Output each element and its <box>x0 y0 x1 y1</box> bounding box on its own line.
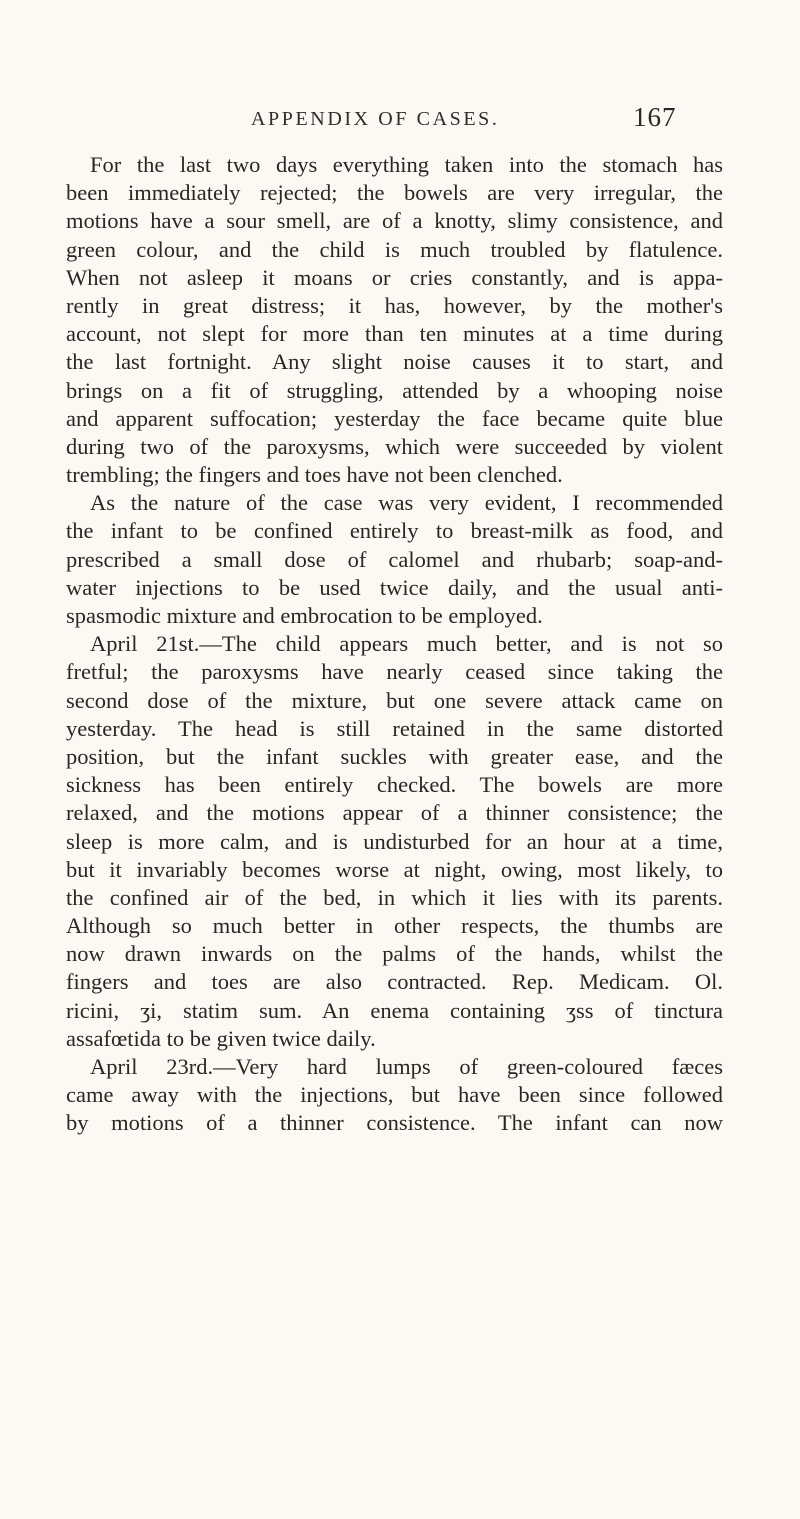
text-line: relaxed, and the motions appear of a thinner consistence; the <box>66 800 723 826</box>
text-line: the infant to be confined entirely to breast-milk as food, and <box>66 518 723 544</box>
text-line: during two of the paroxysms, which were succeeded by violent <box>66 433 723 459</box>
text-line: sleep is more calm, and is undisturbed for an hour at a time, <box>66 828 723 854</box>
text-line: sickness has been entirely checked. The bowels are more <box>66 772 723 798</box>
running-title: APPENDIX OF CASES. <box>251 108 500 130</box>
text-line: As the nature of the case was very evident, I recommended <box>90 490 723 516</box>
text-line: For the last two days everything taken into the stomach has <box>90 152 723 177</box>
page-number: 167 <box>633 102 677 132</box>
text-line: rently in great distress; it has, however, by the mother's <box>66 292 723 318</box>
text-line: motions have a sour smell, are of a knotty, slimy consistence, and <box>66 208 723 234</box>
text-line: trembling; the fingers and toes have not been clenched. <box>66 462 563 488</box>
text-line: account, not slept for more than ten minutes at a time during <box>66 321 723 347</box>
text-line: the last fortnight. Any slight noise causes it to start, and <box>66 349 723 375</box>
text-line: green colour, and the child is much troubled by flatulence. <box>66 236 723 262</box>
text-line: but it invariably becomes worse at night, owing, most likely, to <box>66 856 723 882</box>
running-head <box>0 102 800 142</box>
text-line: now drawn inwards on the palms of the hands, whilst the <box>66 941 723 967</box>
text-line: position, but the infant suckles with greater ease, and the <box>66 743 723 769</box>
text-line: prescribed a small dose of calomel and rhubarb; soap-and- <box>66 546 723 572</box>
text-line: water injections to be used twice daily, and the usual anti- <box>66 574 723 600</box>
text-line: and apparent suffocation; yesterday the face became quite blue <box>66 405 723 431</box>
body-text <box>66 151 723 1138</box>
text-line: by motions of a thinner consistence. The infant can now <box>66 1110 723 1136</box>
text-line: April 21st.—The child appears much better, and is not so <box>90 631 723 657</box>
text-line: yesterday. The head is still retained in the same distorted <box>66 715 723 741</box>
text-line: the confined air of the bed, in which it lies with its parents. <box>66 884 723 910</box>
text-line: brings on a fit of struggling, attended by a whooping noise <box>66 377 723 403</box>
text-line: came away with the injections, but have been since followed <box>66 1082 723 1108</box>
text-line: When not asleep it moans or cries constantly, and is appa- <box>66 264 723 290</box>
text-line: second dose of the mixture, but one severe attack came on <box>66 687 723 713</box>
text-line: assafœtida to be given twice daily. <box>66 1025 376 1051</box>
text-line: spasmodic mixture and embrocation to be employed. <box>66 603 543 628</box>
text-line: fingers and toes are also contracted. Rep. Medicam. Ol. <box>66 969 723 995</box>
text-line: ricini, ʒi, statim sum. An enema containing ʒss of tinctura <box>66 997 723 1023</box>
text-line: April 23rd.—Very hard lumps of green-coloured fæces <box>90 1054 723 1079</box>
text-line: been immediately rejected; the bowels are very irregular, the <box>66 180 723 206</box>
text-line: Although so much better in other respects, the thumbs are <box>66 913 723 939</box>
text-line: fretful; the paroxysms have nearly ceased since taking the <box>66 659 723 685</box>
